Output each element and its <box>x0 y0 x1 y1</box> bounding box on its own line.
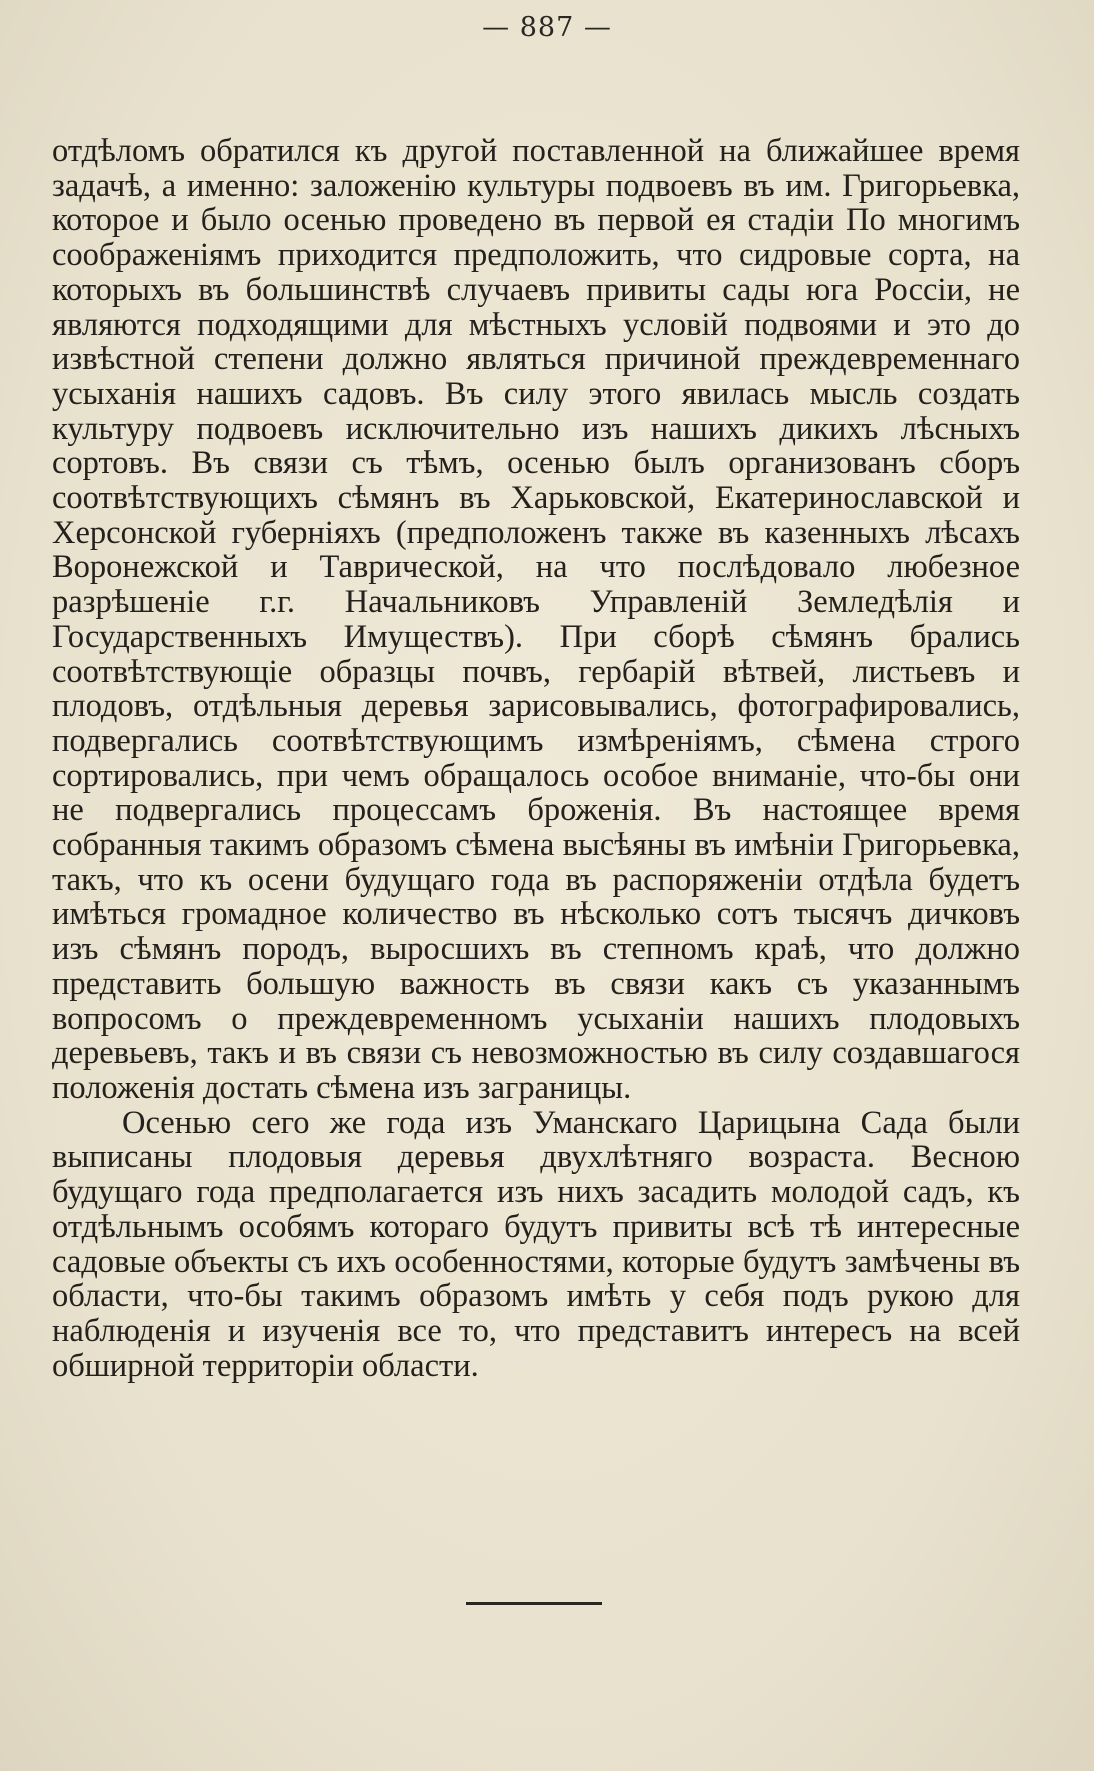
paragraph-1: отдѣломъ обратился къ другой поставленной на ближайшее время задачѣ, а именно: заложенію культуры подвоевъ въ им. Григорьевка, которое и было осенью проведено въ первой ея стадіи По многимъ соображеніямъ приходится предположить, что сидровые сорта, на которыхъ въ большинствѣ случаевъ привиты сады юга Россіи, не являются подходящими для мѣстныхъ условій подвоями и это до извѣстной степени должно являться причиной преждевременнаго усыханія нашихъ садовъ. Въ силу этого явилась мысль создать культуру подвоевъ исключительно изъ нашихъ дикихъ лѣсныхъ сортовъ. Въ связи съ тѣмъ, осенью былъ организованъ сборъ соотвѣтствующихъ сѣмянъ въ Харьковской, Екатеринославской и Херсонской губерніяхъ (предположенъ также въ казенныхъ лѣсахъ Воронежской и Таврической, на что послѣдовало любезное разрѣшеніе г.г. Начальниковъ Управленій Земледѣлія и Государственныхъ Имуществъ). При сборѣ сѣмянъ брались соотвѣтствующіе образцы почвъ, гербарій вѣтвей, листьевъ и плодовъ, отдѣльныя деревья зарисовывались, фотографировались, подвергались соотвѣтствующимъ измѣреніямъ, сѣмена строго сортировались, при чемъ обращалось особое вниманіе, что-бы они не подвергались процессамъ броженія. Въ настоящее время собранныя такимъ образомъ сѣмена высѣяны въ имѣніи Григорьевка, такъ, что къ осени будущаго года въ распоряженіи отдѣла будетъ имѣться громадное количество въ нѣсколько сотъ тысячъ дичковъ изъ сѣмянъ породъ, выросшихъ въ степномъ краѣ, что должно представить большую важность въ связи какъ съ указаннымъ вопросомъ о преждевременномъ усыханіи нашихъ плодовыхъ деревьевъ, такъ и въ связи съ невозможностью въ силу создавшагося положенія достать сѣмена изъ заграницы. <box>52 133 1020 1106</box>
section-divider-rule <box>466 1602 602 1605</box>
body-text <box>52 134 1020 1383</box>
page-number: — 887 — <box>482 12 612 43</box>
paragraph-2: Осенью сего же года изъ Уманскаго Царицына Сада были выписаны плодовыя деревья двухлѣтняго возраста. Весною будущаго года предполагается изъ нихъ засадить молодой садъ, къ отдѣльнымъ особямъ котораго будутъ привиты всѣ тѣ интересные садовые объекты съ ихъ особенностями, которые будутъ замѣчены въ области, что-бы такимъ образомъ имѣть у себя подъ рукою для наблюденія и изученія все то, что представитъ интересъ на всей обширной территоріи области. <box>52 1104 1020 1384</box>
